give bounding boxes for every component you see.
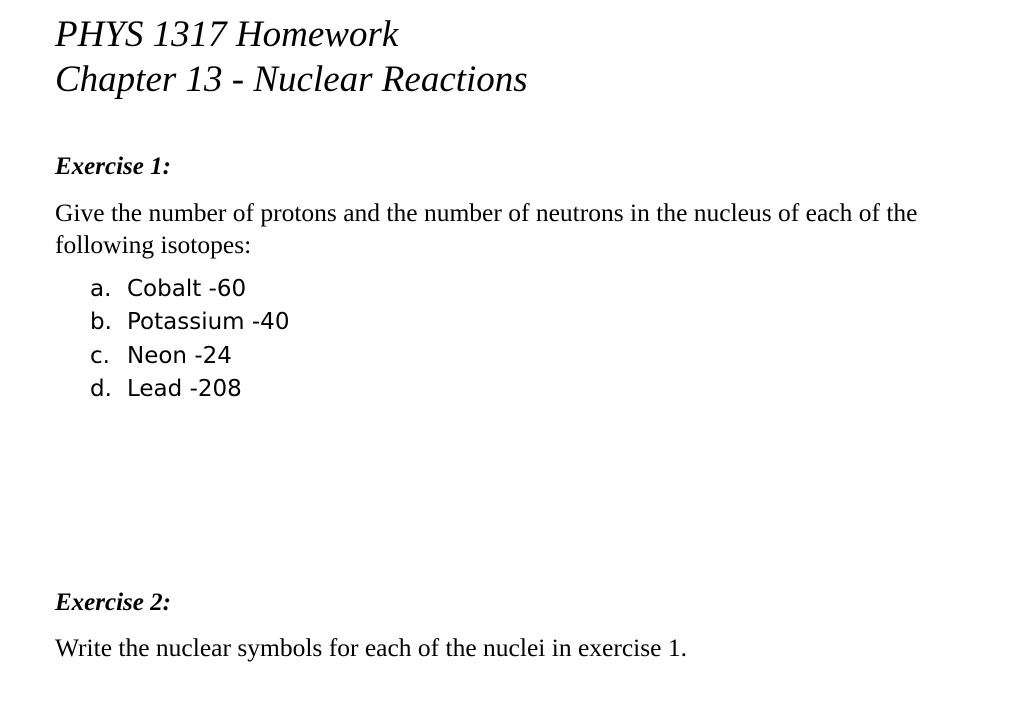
isotope-label: Neon -24 bbox=[127, 342, 232, 369]
exercise-1-prompt: Give the number of protons and the number of neutrons in the nucleus of each of the following isotopes: bbox=[55, 198, 918, 259]
isotope-label: Potassium -40 bbox=[127, 309, 290, 336]
list-marker: c. bbox=[90, 342, 110, 369]
exercise-2-prompt: Write the nuclear symbols for each of the nuclei in exercise 1. bbox=[55, 633, 687, 662]
isotope-label: Cobalt -60 bbox=[127, 276, 247, 302]
isotope-list bbox=[90, 273, 289, 406]
list-marker: b. bbox=[90, 309, 112, 336]
list-item bbox=[90, 273, 289, 306]
list-marker: a. bbox=[90, 276, 112, 302]
exercise-2-heading: Exercise 2: bbox=[55, 589, 171, 616]
list-item bbox=[90, 340, 289, 373]
isotope-label: Lead -208 bbox=[127, 375, 242, 402]
list-item bbox=[90, 306, 289, 339]
exercise-1-heading: Exercise 1: bbox=[55, 153, 171, 180]
list-item bbox=[90, 373, 289, 406]
document-title: PHYS 1317 Homework bbox=[55, 14, 399, 55]
chapter-title: Chapter 13 - Nuclear Reactions bbox=[55, 59, 528, 100]
list-marker: d. bbox=[90, 375, 112, 402]
